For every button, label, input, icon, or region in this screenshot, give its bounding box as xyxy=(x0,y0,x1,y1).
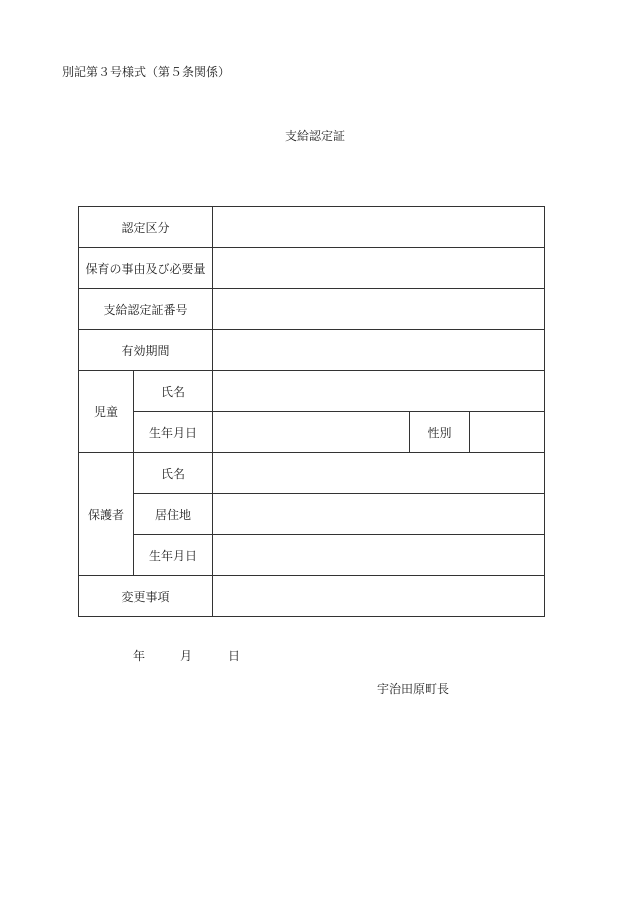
row-hoiku-jiyu xyxy=(79,248,545,289)
label-henko-jiko: 変更事項 xyxy=(79,576,213,617)
row-jido-birth xyxy=(79,412,545,453)
label-shikyu-bango: 支給認定証番号 xyxy=(79,289,213,330)
label-jido-name: 氏名 xyxy=(134,371,213,412)
certificate-table xyxy=(78,206,545,617)
row-hogosha-birth xyxy=(79,535,545,576)
date-month-label: 月 xyxy=(180,649,193,663)
row-nintei-kubun xyxy=(79,207,545,248)
label-hogosha-address: 居住地 xyxy=(134,494,213,535)
label-hoiku-jiyu: 保育の事由及び必要量 xyxy=(79,248,213,289)
date-year-label: 年 xyxy=(133,649,146,663)
value-hogosha-name[interactable] xyxy=(213,453,545,494)
value-henko-jiko[interactable] xyxy=(213,576,545,617)
label-jido-birth: 生年月日 xyxy=(134,412,213,453)
date-day-label: 日 xyxy=(228,649,241,663)
label-hogosha-group: 保護者 xyxy=(79,453,134,576)
form-number-label: 別記第３号様式（第５条関係） xyxy=(62,65,231,79)
label-hogosha-name: 氏名 xyxy=(134,453,213,494)
value-jido-name[interactable] xyxy=(213,371,545,412)
label-hogosha-birth: 生年月日 xyxy=(134,535,213,576)
value-hoiku-jiyu[interactable] xyxy=(213,248,545,289)
row-jido-name xyxy=(79,371,545,412)
row-yuko-kikan xyxy=(79,330,545,371)
value-yuko-kikan[interactable] xyxy=(213,330,545,371)
issuer-name: 宇治田原町長 xyxy=(377,682,450,696)
value-hogosha-birth[interactable] xyxy=(213,535,545,576)
value-jido-birth[interactable] xyxy=(213,412,410,453)
row-hogosha-name xyxy=(79,453,545,494)
label-nintei-kubun: 認定区分 xyxy=(79,207,213,248)
row-henko-jiko xyxy=(79,576,545,617)
document-title: 支給認定証 xyxy=(284,129,345,143)
label-yuko-kikan: 有効期間 xyxy=(79,330,213,371)
row-hogosha-address xyxy=(79,494,545,535)
label-jido-group: 児童 xyxy=(79,371,134,453)
label-jido-sex: 性別 xyxy=(410,412,470,453)
value-shikyu-bango[interactable] xyxy=(213,289,545,330)
value-jido-sex[interactable] xyxy=(470,412,545,453)
value-nintei-kubun[interactable] xyxy=(213,207,545,248)
row-shikyu-bango xyxy=(79,289,545,330)
value-hogosha-address[interactable] xyxy=(213,494,545,535)
